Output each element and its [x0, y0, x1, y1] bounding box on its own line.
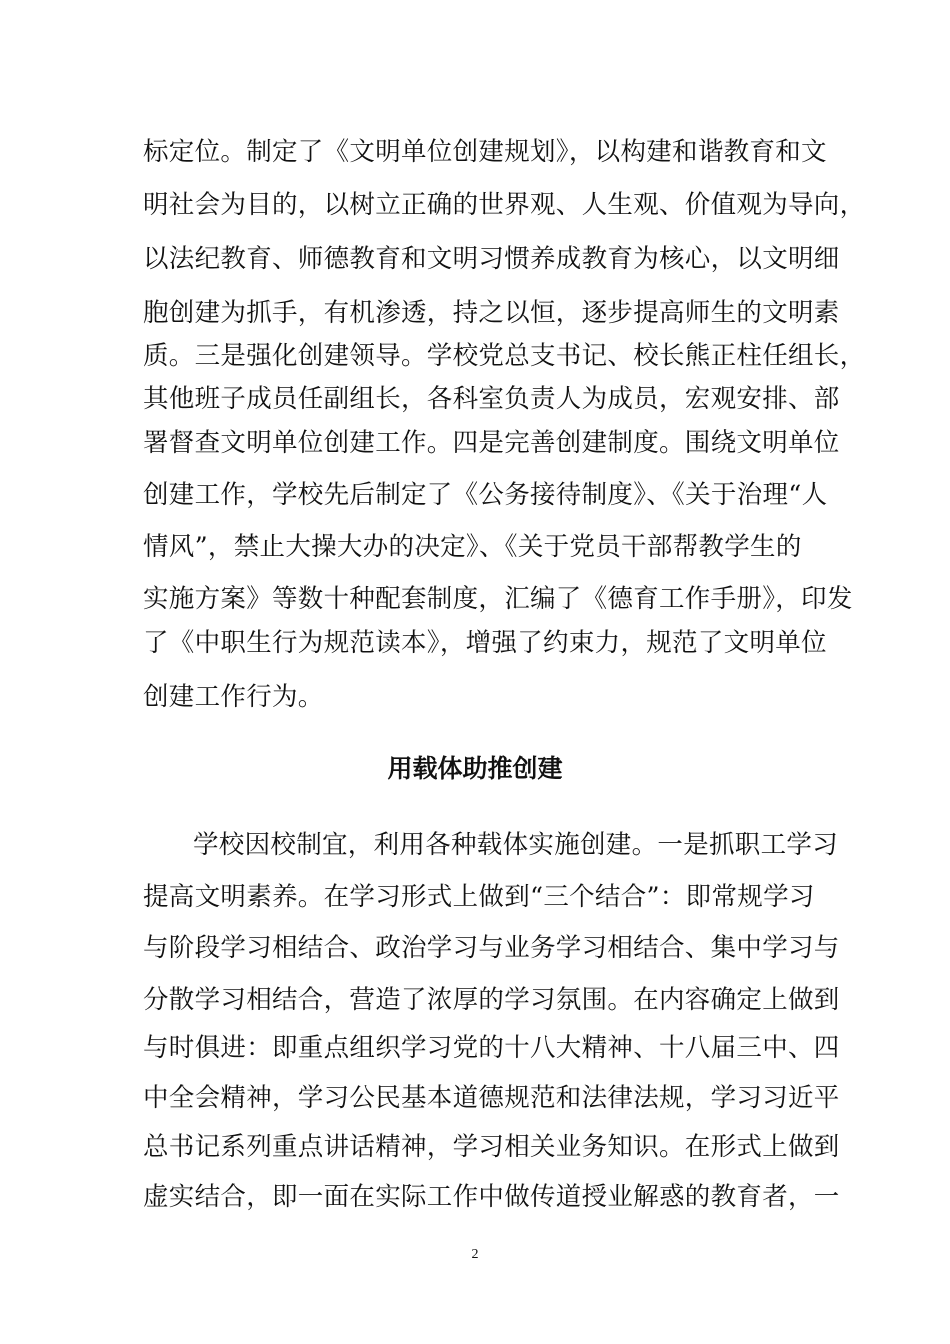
- paragraph-line: 提高文明素养。在学习形式上做到“三个结合”：即常规学习: [143, 882, 815, 912]
- paragraph-line: 创建工作，学校先后制定了《公务接待制度》、《关于治理“人: [143, 480, 828, 510]
- paragraph-first-line: 学校因校制宜，利用各种载体实施创建。一是抓职工学习: [193, 830, 839, 860]
- paragraph-line: 其他班子成员任副组长，各科室负责人为成员，宏观安排、部: [143, 384, 840, 414]
- paragraph-line: 了《中职生行为规范读本》，增强了约束力，规范了文明单位: [143, 628, 827, 658]
- paragraph-line: 胞创建为抓手，有机渗透，持之以恒，逐步提高师生的文明素: [143, 298, 840, 328]
- paragraph-line: 分散学习相结合，营造了浓厚的学习氛围。在内容确定上做到: [143, 985, 840, 1015]
- paragraph-line: 实施方案》等数十种配套制度，汇编了《德育工作手册》，印发: [143, 584, 853, 614]
- paragraph-line: 总书记系列重点讲话精神，学习相关业务知识。在形式上做到: [143, 1132, 840, 1162]
- paragraph-line: 标定位。制定了《文明单位创建规划》，以构建和谐教育和文: [143, 137, 827, 167]
- paragraph-line: 情风”，禁止大操大办的决定》、《关于党员干部帮教学生的: [143, 532, 802, 562]
- page-number: 2: [471, 1247, 479, 1262]
- paragraph-line: 与阶段学习相结合、政治学习与业务学习相结合、集中学习与: [143, 933, 840, 963]
- paragraph-line: 与时俱进：即重点组织学习党的十八大精神、十八届三中、四: [143, 1033, 840, 1063]
- paragraph-line: 明社会为目的，以树立正确的世界观、人生观、价值观为导向，: [143, 190, 866, 220]
- paragraph-line: 以法纪教育、师德教育和文明习惯养成教育为核心，以文明细: [143, 244, 840, 274]
- paragraph-line: 虚实结合，即一面在实际工作中做传道授业解惑的教育者，一: [143, 1182, 840, 1212]
- paragraph-line: 署督查文明单位创建工作。四是完善创建制度。围绕文明单位: [143, 428, 840, 458]
- paragraph-line: 中全会精神，学习公民基本道德规范和法律法规，学习习近平: [143, 1083, 840, 1113]
- paragraph-line: 质。三是强化创建领导。学校党总支书记、校长熊正柱任组长，: [143, 341, 866, 371]
- paragraph-line: 创建工作行为。: [143, 682, 324, 712]
- section-heading: 用载体助推创建: [387, 754, 563, 783]
